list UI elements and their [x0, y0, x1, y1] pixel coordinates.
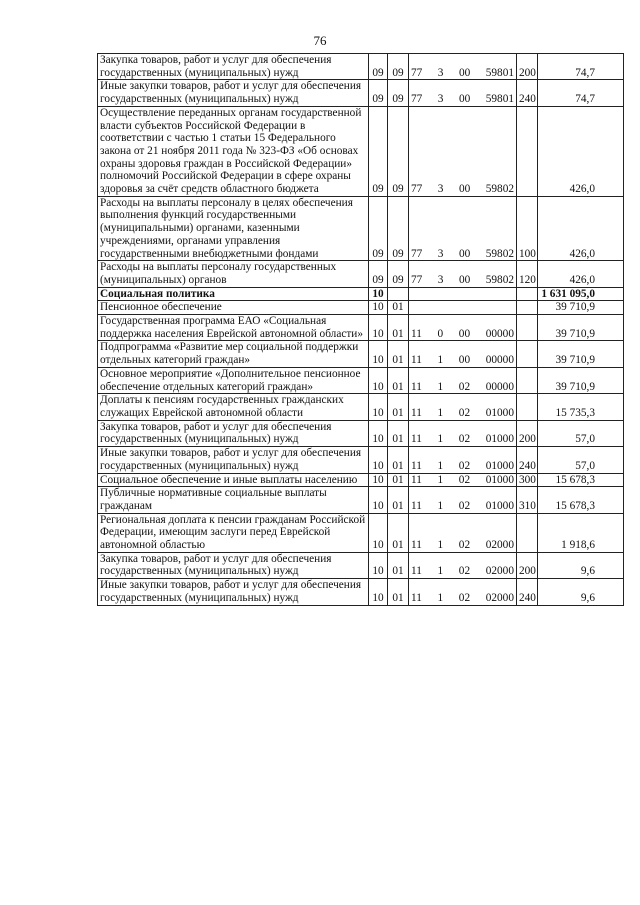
section-code: 10 — [369, 367, 388, 393]
section-code: 10 — [369, 487, 388, 513]
target-article-part: 01000 — [485, 433, 514, 446]
row-name: Основное мероприятие «Дополнительное пенсионное обеспечение отдельных категорий граждан» — [98, 367, 369, 393]
target-article-part: 11 — [411, 539, 422, 552]
target-article-part: 00 — [458, 327, 471, 340]
subsection-code — [388, 287, 409, 301]
target-article-code — [409, 341, 517, 367]
row-name: Осуществление переданных органам государственной власти субъектов Российской Федерации в соответствии с частью 1 статьи 15 Федерального закона от 21 ноября 2011 года № 323-ФЗ «Об основах охраны здоровья граждан в Российской Федерации» полномочий Российской Федерации в сфере охраны здоровья за счёт средств областного бюджета — [98, 106, 369, 196]
amount: 39 710,9 — [538, 341, 624, 367]
target-article-part: 3 — [437, 66, 444, 79]
expense-type-code: 310 — [517, 487, 538, 513]
table-row — [98, 261, 624, 287]
target-article-part: 01000 — [485, 473, 514, 486]
row-name: Социальная политика — [98, 287, 369, 301]
target-article-parts — [409, 183, 516, 196]
target-article-part: 77 — [411, 183, 423, 196]
target-article-part: 01000 — [485, 406, 514, 419]
target-article-parts — [409, 539, 516, 552]
target-article-part: 0 — [437, 327, 444, 340]
target-article-part: 02 — [458, 499, 471, 512]
target-article-code — [409, 196, 517, 261]
amount: 15 678,3 — [538, 487, 624, 513]
expense-type-code — [517, 106, 538, 196]
target-article-parts — [409, 474, 516, 487]
target-article-parts — [409, 274, 516, 287]
target-article-part: 02 — [458, 406, 471, 419]
section-code: 09 — [369, 196, 388, 261]
subsection-code: 01 — [388, 447, 409, 473]
target-article-part: 59802 — [485, 247, 514, 260]
expense-type-code: 200 — [517, 54, 538, 80]
row-name: Доплаты к пенсиям государственных гражданских служащих Еврейской автономной области — [98, 394, 369, 420]
subsection-code: 01 — [388, 552, 409, 578]
subsection-code: 01 — [388, 513, 409, 552]
target-article-part: 11 — [411, 565, 422, 578]
target-article-part: 3 — [437, 93, 444, 106]
amount: 57,0 — [538, 420, 624, 446]
target-article-code — [409, 487, 517, 513]
expense-type-code: 240 — [517, 447, 538, 473]
subsection-code: 01 — [388, 315, 409, 341]
target-article-code — [409, 54, 517, 80]
section-code: 10 — [369, 447, 388, 473]
target-article-part: 02 — [458, 591, 471, 604]
target-article-part: 77 — [411, 247, 423, 260]
subsection-code: 09 — [388, 261, 409, 287]
expense-type-code: 120 — [517, 261, 538, 287]
amount: 426,0 — [538, 261, 624, 287]
target-article-code — [409, 367, 517, 393]
amount: 426,0 — [538, 196, 624, 261]
target-article-code — [409, 80, 517, 106]
row-name: Иные закупки товаров, работ и услуг для обеспечения государственных (муниципальных) нужд — [98, 447, 369, 473]
target-article-code — [409, 106, 517, 196]
subsection-code: 09 — [388, 54, 409, 80]
target-article-part: 00 — [458, 183, 471, 196]
target-article-part: 59802 — [485, 273, 514, 286]
target-article-part: 1 — [437, 539, 444, 552]
target-article-code — [409, 473, 517, 487]
target-article-parts — [409, 328, 516, 341]
table-row — [98, 301, 624, 315]
target-article-part: 1 — [437, 473, 444, 486]
target-article-part: 11 — [411, 327, 422, 340]
page-number: 76 — [313, 33, 327, 48]
target-article-part: 1 — [437, 354, 444, 367]
subsection-code: 01 — [388, 420, 409, 446]
target-article-code — [409, 552, 517, 578]
target-article-part: 02000 — [485, 565, 514, 578]
expense-type-code: 240 — [517, 579, 538, 605]
table-row — [98, 394, 624, 420]
amount: 57,0 — [538, 447, 624, 473]
target-article-part: 77 — [411, 273, 423, 286]
expense-type-code: 200 — [517, 552, 538, 578]
expense-type-code — [517, 315, 538, 341]
target-article-part: 02 — [458, 380, 471, 393]
row-name: Расходы на выплаты персоналу в целях обеспечения выполнения функций государственными (муниципальными) органами, казенными учреждениями, органами управления государственными внебюджетными фондами — [98, 196, 369, 261]
section-code: 10 — [369, 394, 388, 420]
target-article-parts — [409, 381, 516, 394]
section-code: 10 — [369, 552, 388, 578]
expense-type-code — [517, 367, 538, 393]
table-row — [98, 287, 624, 301]
target-article-part: 1 — [437, 591, 444, 604]
target-article-parts — [409, 500, 516, 513]
target-article-code — [409, 513, 517, 552]
target-article-parts — [409, 354, 516, 367]
target-article-part: 1 — [437, 459, 444, 472]
table-row — [98, 579, 624, 605]
row-name: Пенсионное обеспечение — [98, 301, 369, 315]
target-article-part: 11 — [411, 380, 422, 393]
target-article-part: 77 — [411, 66, 423, 79]
target-article-part: 59802 — [485, 183, 514, 196]
row-name: Публичные нормативные социальные выплаты гражданам — [98, 487, 369, 513]
table-row — [98, 487, 624, 513]
target-article-code — [409, 579, 517, 605]
table-row — [98, 367, 624, 393]
row-name: Закупка товаров, работ и услуг для обеспечения государственных (муниципальных) нужд — [98, 54, 369, 80]
section-code: 10 — [369, 420, 388, 446]
amount: 74,7 — [538, 54, 624, 80]
row-name: Закупка товаров, работ и услуг для обеспечения государственных (муниципальных) нужд — [98, 552, 369, 578]
target-article-part: 3 — [437, 247, 444, 260]
target-article-part: 02000 — [485, 539, 514, 552]
subsection-code: 09 — [388, 196, 409, 261]
section-code: 10 — [369, 287, 388, 301]
table-row — [98, 447, 624, 473]
amount: 39 710,9 — [538, 301, 624, 315]
subsection-code: 01 — [388, 301, 409, 315]
amount: 15 735,3 — [538, 394, 624, 420]
expense-type-code: 300 — [517, 473, 538, 487]
target-article-part: 00000 — [485, 327, 514, 340]
amount: 39 710,9 — [538, 315, 624, 341]
amount: 426,0 — [538, 106, 624, 196]
expense-type-code — [517, 341, 538, 367]
section-code: 10 — [369, 513, 388, 552]
table-row — [98, 341, 624, 367]
subsection-code: 09 — [388, 106, 409, 196]
target-article-parts — [409, 592, 516, 605]
section-code: 09 — [369, 54, 388, 80]
amount: 15 678,3 — [538, 473, 624, 487]
row-name: Подпрограмма «Развитие мер социальной поддержки отдельных категорий граждан» — [98, 341, 369, 367]
row-name: Государственная программа ЕАО «Социальная поддержка населения Еврейской автономной области» — [98, 315, 369, 341]
target-article-part: 11 — [411, 459, 422, 472]
target-article-part: 11 — [411, 433, 422, 446]
row-name: Закупка товаров, работ и услуг для обеспечения государственных (муниципальных) нужд — [98, 420, 369, 446]
target-article-parts — [409, 67, 516, 80]
section-code: 10 — [369, 473, 388, 487]
amount: 74,7 — [538, 80, 624, 106]
target-article-part: 1 — [437, 499, 444, 512]
target-article-part: 02 — [458, 565, 471, 578]
target-article-parts — [409, 565, 516, 578]
expense-type-code: 200 — [517, 420, 538, 446]
target-article-parts — [409, 93, 516, 106]
section-code: 09 — [369, 106, 388, 196]
target-article-part: 02 — [458, 539, 471, 552]
target-article-part: 00000 — [485, 380, 514, 393]
subsection-code: 01 — [388, 341, 409, 367]
table-row — [98, 54, 624, 80]
target-article-parts — [409, 433, 516, 446]
target-article-code — [409, 394, 517, 420]
expense-type-code: 100 — [517, 196, 538, 261]
expense-type-code: 240 — [517, 80, 538, 106]
subsection-code: 01 — [388, 487, 409, 513]
expense-type-code — [517, 394, 538, 420]
target-article-part: 77 — [411, 93, 423, 106]
target-article-part: 00 — [458, 247, 471, 260]
row-name: Иные закупки товаров, работ и услуг для обеспечения государственных (муниципальных) нужд — [98, 579, 369, 605]
row-name: Иные закупки товаров, работ и услуг для обеспечения государственных (муниципальных) нужд — [98, 80, 369, 106]
table-row — [98, 315, 624, 341]
table-row — [98, 420, 624, 446]
target-article-part: 02 — [458, 459, 471, 472]
target-article-code — [409, 447, 517, 473]
target-article-part: 11 — [411, 354, 422, 367]
expense-type-code — [517, 301, 538, 315]
subsection-code: 01 — [388, 473, 409, 487]
target-article-part: 01000 — [485, 459, 514, 472]
target-article-part: 02 — [458, 433, 471, 446]
target-article-part: 02 — [458, 473, 471, 486]
target-article-part: 59801 — [485, 66, 514, 79]
target-article-part: 11 — [411, 591, 422, 604]
section-code: 09 — [369, 80, 388, 106]
row-name: Расходы на выплаты персоналу государственных (муниципальных) органов — [98, 261, 369, 287]
row-name: Региональная доплата к пенсии гражданам Российской Федерации, имеющим заслуги перед Еврейской автономной областью — [98, 513, 369, 552]
table-row — [98, 106, 624, 196]
target-article-part: 11 — [411, 499, 422, 512]
amount: 1 631 095,0 — [538, 287, 624, 301]
target-article-part: 00 — [458, 93, 471, 106]
target-article-code — [409, 287, 517, 301]
amount: 39 710,9 — [538, 367, 624, 393]
table-row — [98, 196, 624, 261]
section-code: 10 — [369, 315, 388, 341]
expense-type-code — [517, 513, 538, 552]
target-article-part: 1 — [437, 406, 444, 419]
target-article-part: 01000 — [485, 499, 514, 512]
target-article-parts — [409, 407, 516, 420]
target-article-part: 11 — [411, 406, 422, 419]
target-article-part: 02000 — [485, 591, 514, 604]
target-article-code — [409, 261, 517, 287]
table-row — [98, 80, 624, 106]
subsection-code: 09 — [388, 80, 409, 106]
target-article-parts — [409, 248, 516, 261]
target-article-part: 3 — [437, 273, 444, 286]
budget-table — [97, 53, 624, 606]
target-article-part: 00 — [458, 66, 471, 79]
target-article-part: 1 — [437, 380, 444, 393]
target-article-part: 1 — [437, 433, 444, 446]
subsection-code: 01 — [388, 394, 409, 420]
target-article-part: 59801 — [485, 93, 514, 106]
target-article-part: 3 — [437, 183, 444, 196]
section-code: 09 — [369, 261, 388, 287]
amount: 9,6 — [538, 552, 624, 578]
subsection-code: 01 — [388, 367, 409, 393]
expense-type-code — [517, 287, 538, 301]
target-article-code — [409, 301, 517, 315]
table-row — [98, 552, 624, 578]
section-code: 10 — [369, 579, 388, 605]
target-article-part: 00000 — [485, 354, 514, 367]
table-row — [98, 473, 624, 487]
row-name: Социальное обеспечение и иные выплаты населению — [98, 473, 369, 487]
target-article-part: 1 — [437, 565, 444, 578]
subsection-code: 01 — [388, 579, 409, 605]
amount: 9,6 — [538, 579, 624, 605]
table-row — [98, 513, 624, 552]
section-code: 10 — [369, 301, 388, 315]
section-code: 10 — [369, 341, 388, 367]
target-article-part: 00 — [458, 273, 471, 286]
target-article-code — [409, 420, 517, 446]
target-article-part: 00 — [458, 354, 471, 367]
target-article-part: 11 — [411, 473, 422, 486]
amount: 1 918,6 — [538, 513, 624, 552]
target-article-code — [409, 315, 517, 341]
target-article-parts — [409, 460, 516, 473]
